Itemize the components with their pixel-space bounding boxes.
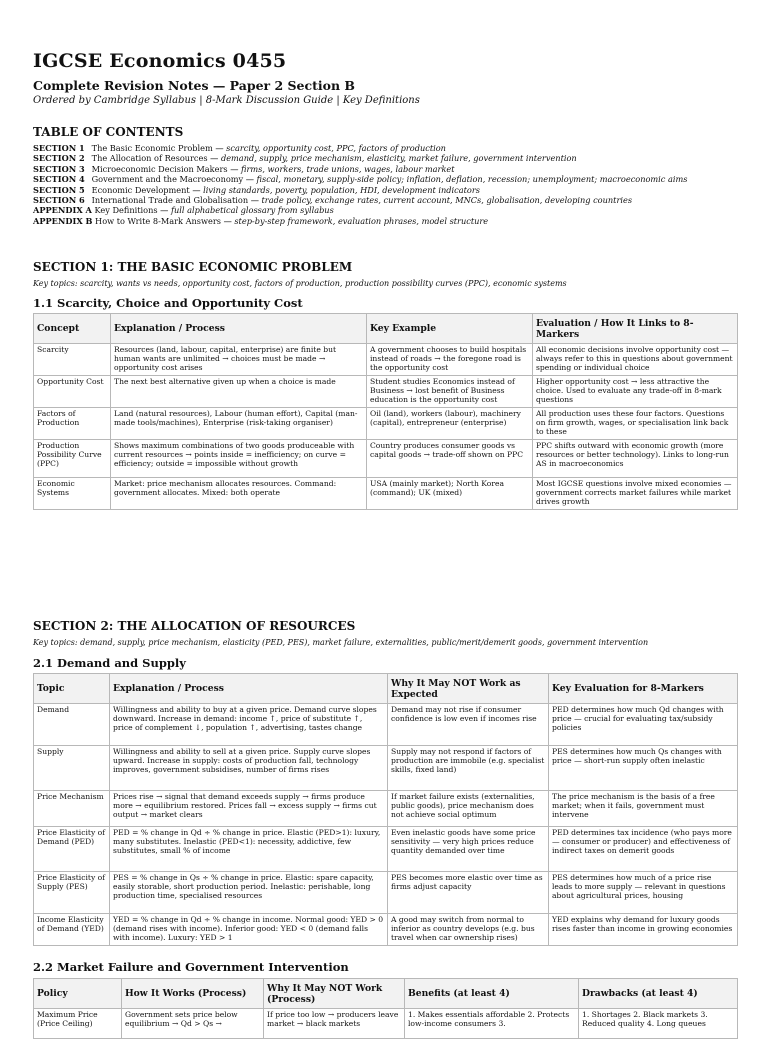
section1-key-topics: Key topics: scarcity, wants vs needs, opportunity cost, factors of production, production possibility curves (PPC), economic systems (33, 279, 567, 288)
table-cell: PED = % change in Qd ÷ % change in price. Elastic (PED>1): luxury, many substitutes. Inelastic (PED<1): necessity, addictive, few substitutes, small % of income (110, 827, 388, 872)
table-cell: Shows maximum combinations of two goods produceable with current resources → points inside = inefficiency; on curve = efficiency; outside = impossible without growth (111, 440, 367, 478)
table-cell: Maximum Price (Price Ceiling) (34, 1009, 122, 1039)
column-header: Policy (34, 979, 122, 1009)
toc-item-description: — demand, supply, price mechanism, elasticity, market failure, government intervention (210, 153, 577, 164)
table-cell: Land (natural resources), Labour (human effort), Capital (man-made tools/machines), Enterprise (risk-taking organiser) (111, 408, 367, 440)
table-row (34, 791, 738, 827)
market-failure-table (33, 978, 738, 1039)
table-row (34, 344, 738, 376)
table-row (34, 704, 738, 746)
table-cell: Willingness and ability to buy at a given price. Demand curve slopes downward. Increase in demand: income ↑, price of substitute ↑, price of complement ↓, population ↑, advertising, tastes change (110, 704, 388, 746)
toc-item-number: APPENDIX B (33, 215, 93, 226)
toc-item-description: — step-by-step framework, evaluation phrases, model structure (223, 215, 489, 226)
table-cell: Market: price mechanism allocates resources. Command: government allocates. Mixed: both operate (111, 478, 367, 510)
document-subtitle: Complete Revision Notes — Paper 2 Section B (33, 78, 355, 93)
table-cell: Supply may not respond if factors of production are immobile (e.g. specialist skills, fixed land) (388, 746, 549, 791)
section1-subheading: 1.1 Scarcity, Choice and Opportunity Cost (33, 296, 303, 310)
table-cell: Government sets price below equilibrium → Qd > Qs → (122, 1009, 264, 1039)
table-cell: Student studies Economics instead of Business → lost benefit of Business education is the opportunity cost (367, 376, 533, 408)
toc-item-name: Economic Development (89, 184, 193, 195)
toc-item-description: — full alphabetical glossary from syllabus (160, 205, 334, 216)
toc-item-description: — living standards, poverty, population, HDI, development indicators (192, 184, 480, 195)
table-cell: Factors of Production (34, 408, 111, 440)
section1-heading: SECTION 1: THE BASIC ECONOMIC PROBLEM (33, 260, 353, 274)
document-tagline: Ordered by Cambridge Syllabus | 8-Mark Discussion Guide | Key Definitions (33, 95, 420, 106)
table-row (34, 914, 738, 946)
demand-supply-table (33, 673, 738, 946)
table-cell: Production Possibility Curve (PPC) (34, 440, 111, 478)
table-cell: All production uses these four factors. Questions on firm growth, wages, or specialisation link back to these (533, 408, 738, 440)
table-row (34, 827, 738, 872)
toc-item (33, 185, 753, 195)
column-header: Evaluation / How It Links to 8-Markers (533, 314, 738, 344)
toc-item (33, 195, 753, 205)
table-cell: PES becomes more elastic over time as firms adjust capacity (388, 872, 549, 914)
toc-item-description: — scarcity, opportunity cost, PPC, factors of production (215, 143, 446, 153)
toc-item-number: SECTION 4 (33, 174, 85, 185)
table-row (34, 746, 738, 791)
table-row (34, 408, 738, 440)
toc-item-number: SECTION 2 (33, 153, 85, 164)
toc-item (33, 164, 753, 174)
table-cell: Resources (land, labour, capital, enterprise) are finite but human wants are unlimited → choices must be made → opportunity cost arises (111, 344, 367, 376)
table-cell: Price Elasticity of Supply (PES) (34, 872, 110, 914)
toc-item-name: Key Definitions (91, 205, 161, 216)
table-cell: Even inelastic goods have some price sensitivity — very high prices reduce quantity demanded over time (388, 827, 549, 872)
toc-item-description: — fiscal, monetary, supply-side policy; inflation, deflation, recession; unemployment; macroeconomic aims (245, 174, 688, 185)
table-cell: 1. Makes essentials affordable 2. Protects low-income consumers 3. (405, 1009, 579, 1039)
table-row (34, 376, 738, 408)
table-cell: Most IGCSE questions involve mixed economies — government corrects market failures while market drives growth (533, 478, 738, 510)
toc-item (33, 153, 753, 163)
table-cell: USA (mainly market); North Korea (command); UK (mixed) (367, 478, 533, 510)
table-cell: Higher opportunity cost → less attractive the choice. Used to evaluate any trade-off in 8-mark questions (533, 376, 738, 408)
toc-item-name: The Basic Economic Problem (89, 143, 216, 153)
toc-item-number: SECTION 3 (33, 163, 85, 174)
table-cell: Scarcity (34, 344, 111, 376)
column-header: Why It May NOT Work (Process) (264, 979, 405, 1009)
column-header: Concept (34, 314, 111, 344)
section2-key-topics: Key topics: demand, supply, price mechanism, elasticity (PED, PES), market failure, externalities, public/merit/demerit goods, government intervention (33, 638, 649, 647)
toc-item-number: SECTION 5 (33, 184, 85, 195)
table-cell: The next best alternative given up when a choice is made (111, 376, 367, 408)
column-header: Why It May NOT Work as Expected (388, 674, 549, 704)
table-cell: YED explains why demand for luxury goods rises faster than income in growing economies (549, 914, 738, 946)
toc-heading: TABLE OF CONTENTS (33, 125, 184, 139)
section2-subheading-market-failure: 2.2 Market Failure and Government Intervention (33, 960, 349, 974)
section2-subheading-demand-supply: 2.1 Demand and Supply (33, 656, 186, 670)
column-header: Explanation / Process (111, 314, 367, 344)
column-header: Explanation / Process (110, 674, 388, 704)
table-cell: If price too low → producers leave market → black markets (264, 1009, 405, 1039)
table-cell: 1. Shortages 2. Black markets 3. Reduced quality 4. Long queues (579, 1009, 738, 1039)
toc-item-number: APPENDIX A (33, 205, 92, 216)
toc-item-name: How to Write 8-Mark Answers (92, 215, 224, 226)
column-header: Benefits (at least 4) (405, 979, 579, 1009)
table-cell: YED = % change in Qd ÷ % change in income. Normal good: YED > 0 (demand rises with income). Inferior good: YED < 0 (demand falls with income). Luxury: YED > 1 (110, 914, 388, 946)
toc-item-description: — trade policy, exchange rates, current account, MNCs, globalisation, developing countries (250, 195, 633, 206)
table-cell: Demand (34, 704, 110, 746)
toc-item (33, 174, 753, 184)
table-row (34, 440, 738, 478)
table-cell: The price mechanism is the basis of a free market; when it fails, government must intervene (549, 791, 738, 827)
toc-item-name: International Trade and Globalisation (89, 195, 251, 206)
table-cell: PPC shifts outward with economic growth (more resources or better technology). Links to long-run AS in macroeconomics (533, 440, 738, 478)
section2-heading: SECTION 2: THE ALLOCATION OF RESOURCES (33, 619, 356, 633)
column-header: Key Example (367, 314, 533, 344)
column-header: How It Works (Process) (122, 979, 264, 1009)
column-header: Drawbacks (at least 4) (579, 979, 738, 1009)
table-cell: Oil (land), workers (labour), machinery (capital), entrepreneur (enterprise) (367, 408, 533, 440)
table-cell: All economic decisions involve opportunity cost — always refer to this in questions about government spending or individual choice (533, 344, 738, 376)
table-cell: Country produces consumer goods vs capital goods → trade-off shown on PPC (367, 440, 533, 478)
toc-item-name: Government and the Macroeconomy (89, 174, 246, 185)
table-cell: Opportunity Cost (34, 376, 111, 408)
toc-item-number: SECTION 1 (33, 143, 85, 153)
toc-item (33, 143, 753, 153)
document-title: IGCSE Economics 0455 (33, 50, 287, 72)
table-row (34, 478, 738, 510)
toc-item-number: SECTION 6 (33, 195, 85, 206)
toc-item (33, 205, 753, 215)
table-cell: Economic Systems (34, 478, 111, 510)
column-header: Topic (34, 674, 110, 704)
table-cell: A government chooses to build hospitals instead of roads → the foregone road is the opportunity cost (367, 344, 533, 376)
table-cell: Supply (34, 746, 110, 791)
table-cell: Income Elasticity of Demand (YED) (34, 914, 110, 946)
table-of-contents (33, 143, 753, 226)
table-cell: Demand may not rise if consumer confidence is low even if incomes rise (388, 704, 549, 746)
table-cell: PES determines how much of a price rise leads to more supply — relevant in questions about agricultural prices, housing (549, 872, 738, 914)
toc-item (33, 216, 753, 226)
toc-item-name: Microeconomic Decision Makers (89, 163, 231, 174)
toc-item-description: — firms, workers, trade unions, wages, labour market (230, 163, 455, 174)
toc-item-name: The Allocation of Resources (89, 153, 211, 164)
table-cell: PED determines tax incidence (who pays more — consumer or producer) and effectiveness of indirect taxes on demerit goods (549, 827, 738, 872)
table-cell: A good may switch from normal to inferior as country develops (e.g. bus travel when car ownership rises) (388, 914, 549, 946)
section1-table (33, 313, 738, 510)
table-cell: PES determines how much Qs changes with price — short-run supply often inelastic (549, 746, 738, 791)
table-cell: Willingness and ability to sell at a given price. Supply curve slopes upward. Increase in supply: costs of production fall, technology improves, government subsidises, number of firms rises (110, 746, 388, 791)
column-header: Key Evaluation for 8-Markers (549, 674, 738, 704)
table-cell: Prices rise → signal that demand exceeds supply → firms produce more → equilibrium restored. Prices fall → excess supply → firms cut output → market clears (110, 791, 388, 827)
table-cell: Price Mechanism (34, 791, 110, 827)
table-cell: Price Elasticity of Demand (PED) (34, 827, 110, 872)
table-row (34, 872, 738, 914)
table-cell: If market failure exists (externalities, public goods), price mechanism does not achieve social optimum (388, 791, 549, 827)
table-cell: PES = % change in Qs ÷ % change in price. Elastic: spare capacity, easily storable, short production period. Inelastic: perishable, long production time, specialised resources (110, 872, 388, 914)
table-cell: PED determines how much Qd changes with price — crucial for evaluating tax/subsidy policies (549, 704, 738, 746)
